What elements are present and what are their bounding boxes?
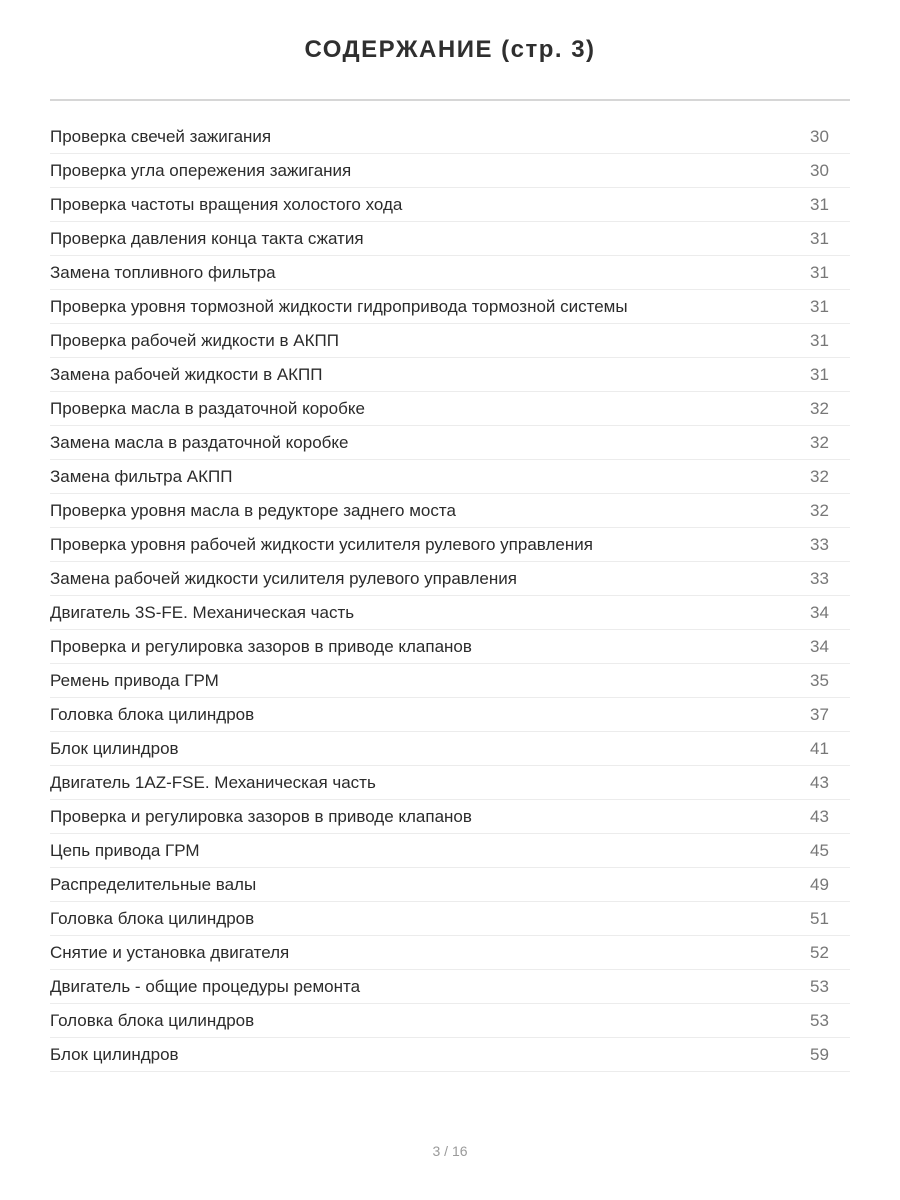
toc-entry[interactable] bbox=[50, 766, 850, 800]
toc-entry-page: 32 bbox=[810, 398, 829, 418]
toc-entry-page: 41 bbox=[810, 738, 829, 758]
toc-entry-title: Двигатель - общие процедуры ремонта bbox=[50, 976, 361, 996]
toc-entry-title: Проверка частоты вращения холостого хода bbox=[50, 194, 403, 214]
toc-entry-title: Головка блока цилиндров bbox=[50, 704, 255, 724]
toc-entry-page: 31 bbox=[810, 262, 829, 282]
toc-entry[interactable] bbox=[50, 256, 850, 290]
toc-entry-title: Двигатель 3S-FE. Механическая часть bbox=[50, 602, 355, 622]
toc-entry[interactable] bbox=[50, 596, 850, 630]
toc-entry[interactable] bbox=[50, 1004, 850, 1038]
toc-entry[interactable] bbox=[50, 528, 850, 562]
toc-entry-page: 32 bbox=[810, 432, 829, 452]
toc-entry[interactable] bbox=[50, 460, 850, 494]
toc-entry[interactable] bbox=[50, 120, 850, 154]
toc-entry[interactable] bbox=[50, 698, 850, 732]
toc-entry-title: Проверка уровня рабочей жидкости усилителя рулевого управления bbox=[50, 534, 593, 554]
toc-entry[interactable] bbox=[50, 834, 850, 868]
toc-entry-title: Распределительные валы bbox=[50, 874, 257, 894]
toc-entry-title: Проверка уровня масла в редукторе заднего моста bbox=[50, 500, 456, 520]
toc-entry-title: Проверка и регулировка зазоров в приводе клапанов bbox=[50, 636, 472, 656]
toc-entry-page: 49 bbox=[810, 874, 829, 894]
toc-entry[interactable] bbox=[50, 1038, 850, 1072]
toc-entry[interactable] bbox=[50, 732, 850, 766]
toc-entry-page: 51 bbox=[810, 908, 829, 928]
toc-entry-title: Блок цилиндров bbox=[50, 1044, 179, 1064]
page-title: СОДЕРЖАНИЕ (стр. 3) bbox=[304, 36, 596, 63]
toc-entry-page: 43 bbox=[810, 772, 829, 792]
toc-entry-page: 30 bbox=[810, 126, 829, 146]
toc-entry-title: Головка блока цилиндров bbox=[50, 1010, 255, 1030]
toc-entry[interactable] bbox=[50, 562, 850, 596]
toc-entry-title: Проверка свечей зажигания bbox=[50, 126, 272, 146]
toc-entry[interactable] bbox=[50, 222, 850, 256]
toc-entry-title: Проверка масла в раздаточной коробке bbox=[50, 398, 365, 418]
toc-entry-title: Проверка угла опережения зажигания bbox=[50, 160, 352, 180]
toc-entry-page: 33 bbox=[810, 568, 829, 588]
toc-entry-title: Проверка уровня тормозной жидкости гидропривода тормозной системы bbox=[50, 296, 628, 316]
toc-entry-page: 30 bbox=[810, 160, 829, 180]
toc-entry-title: Замена фильтра АКПП bbox=[50, 466, 233, 486]
toc-entry[interactable] bbox=[50, 324, 850, 358]
toc-entry-title: Замена масла в раздаточной коробке bbox=[50, 432, 349, 452]
toc-entry[interactable] bbox=[50, 154, 850, 188]
toc-entry[interactable] bbox=[50, 664, 850, 698]
toc-entry-page: 32 bbox=[810, 500, 829, 520]
toc-entry-page: 34 bbox=[810, 602, 829, 622]
toc-entry[interactable] bbox=[50, 494, 850, 528]
toc-entry-page: 35 bbox=[810, 670, 829, 690]
toc-entry-page: 59 bbox=[810, 1044, 829, 1064]
toc-entry-title: Цепь привода ГРМ bbox=[50, 840, 200, 860]
title-divider bbox=[50, 99, 850, 101]
toc-entry-page: 32 bbox=[810, 466, 829, 486]
toc-entry-title: Снятие и установка двигателя bbox=[50, 942, 290, 962]
toc-entry-title: Ремень привода ГРМ bbox=[50, 670, 219, 690]
table-of-contents bbox=[50, 120, 850, 1072]
toc-entry-title: Замена топливного фильтра bbox=[50, 262, 276, 282]
toc-entry[interactable] bbox=[50, 426, 850, 460]
toc-entry[interactable] bbox=[50, 800, 850, 834]
toc-entry-title: Проверка давления конца такта сжатия bbox=[50, 228, 364, 248]
toc-entry[interactable] bbox=[50, 868, 850, 902]
toc-entry-title: Блок цилиндров bbox=[50, 738, 179, 758]
toc-entry-title: Проверка и регулировка зазоров в приводе клапанов bbox=[50, 806, 472, 826]
page-counter: 3 / 16 bbox=[432, 1143, 468, 1159]
toc-entry[interactable] bbox=[50, 358, 850, 392]
toc-entry-page: 33 bbox=[810, 534, 829, 554]
toc-entry[interactable] bbox=[50, 630, 850, 664]
toc-entry[interactable] bbox=[50, 188, 850, 222]
toc-entry-page: 53 bbox=[810, 1010, 829, 1030]
toc-entry-page: 31 bbox=[810, 228, 829, 248]
toc-entry-page: 45 bbox=[810, 840, 829, 860]
toc-entry-page: 52 bbox=[810, 942, 829, 962]
toc-entry[interactable] bbox=[50, 936, 850, 970]
toc-entry[interactable] bbox=[50, 392, 850, 426]
toc-entry-page: 34 bbox=[810, 636, 829, 656]
toc-entry[interactable] bbox=[50, 970, 850, 1004]
toc-entry-page: 31 bbox=[810, 330, 829, 350]
toc-entry-page: 31 bbox=[810, 194, 829, 214]
toc-entry[interactable] bbox=[50, 290, 850, 324]
toc-entry-page: 37 bbox=[810, 704, 829, 724]
toc-entry-title: Замена рабочей жидкости усилителя рулевого управления bbox=[50, 568, 517, 588]
toc-entry-page: 31 bbox=[810, 364, 829, 384]
toc-entry-page: 31 bbox=[810, 296, 829, 316]
toc-entry-title: Проверка рабочей жидкости в АКПП bbox=[50, 330, 339, 350]
toc-entry-page: 53 bbox=[810, 976, 829, 996]
toc-entry-title: Головка блока цилиндров bbox=[50, 908, 255, 928]
toc-entry[interactable] bbox=[50, 902, 850, 936]
toc-entry-title: Двигатель 1AZ-FSE. Механическая часть bbox=[50, 772, 376, 792]
toc-entry-title: Замена рабочей жидкости в АКПП bbox=[50, 364, 323, 384]
toc-entry-page: 43 bbox=[810, 806, 829, 826]
